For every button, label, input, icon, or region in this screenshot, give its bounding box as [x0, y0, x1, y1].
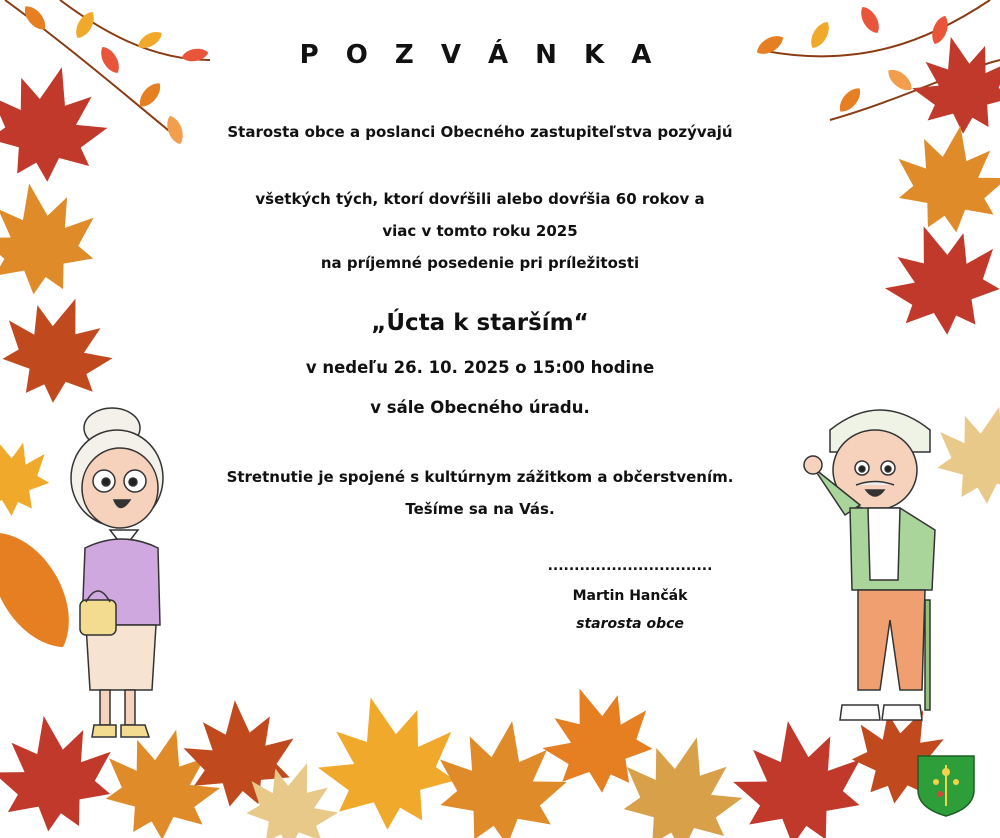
venue-line: v sále Obecného úradu.: [370, 398, 590, 417]
event-name: „Úcta k starším“: [371, 310, 589, 336]
signature-dots: ...............................: [547, 558, 713, 574]
maple-leaves-bottom: [0, 670, 969, 838]
signatory-role: starosta obce: [576, 616, 684, 632]
audience-line-2: viac v tomto roku 2025: [382, 222, 578, 240]
invitation-title: P O Z V Á N K A: [299, 40, 661, 70]
program-line: Stretnutie je spojené s kultúrnym zážitkom a občerstvením.: [226, 468, 734, 486]
grandmother-illustration: [71, 408, 163, 737]
occasion-line: na príjemné posedenie pri príležitosti: [320, 254, 640, 272]
intro-line: Starosta obce a poslanci Obecného zastupiteľstva pozývajú: [227, 123, 733, 141]
signatory-name: Martin Hančák: [572, 588, 688, 604]
small-leaves-top-right: [754, 4, 952, 116]
audience-line-1: všetkých tých, ktorí dovŕšili alebo dovŕšia 60 rokov a: [255, 190, 705, 208]
coat-of-arms-emblem: [918, 756, 974, 816]
date-time-line: v nedeľu 26. 10. 2025 o 15:00 hodine: [305, 358, 655, 377]
grandfather-illustration: [804, 410, 935, 720]
closing-line: Tešíme sa na Vás.: [405, 500, 555, 518]
